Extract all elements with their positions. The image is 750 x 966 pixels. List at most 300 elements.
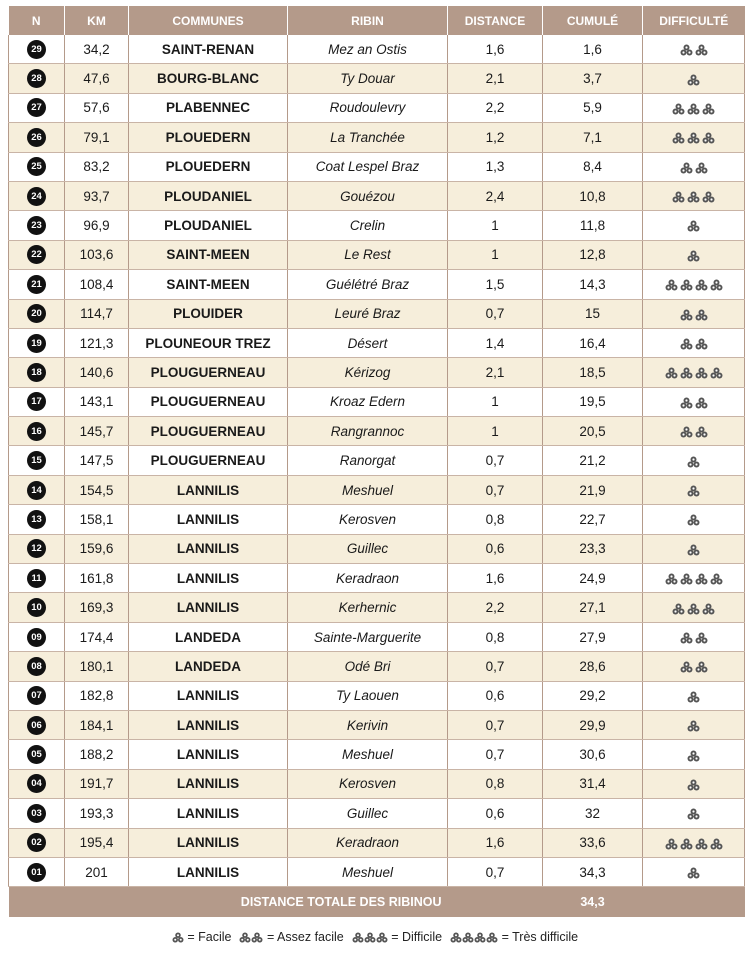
cumule-cell: 16,4 bbox=[543, 328, 643, 357]
triskell-icon bbox=[710, 838, 723, 850]
distance-cell: 1 bbox=[448, 211, 543, 240]
commune-cell: LANNILIS bbox=[129, 769, 288, 798]
cumule-cell: 21,9 bbox=[543, 475, 643, 504]
legend-label: = Assez facile bbox=[266, 930, 344, 944]
row-number-cell bbox=[9, 505, 65, 534]
table-row bbox=[9, 799, 745, 828]
cumule-cell: 32 bbox=[543, 799, 643, 828]
commune-cell: PLOUGUERNEAU bbox=[129, 387, 288, 416]
triskell-icon bbox=[239, 932, 251, 943]
row-number-cell bbox=[9, 652, 65, 681]
table-header-row bbox=[9, 6, 745, 35]
row-number-badge: 05 bbox=[27, 745, 46, 764]
difficulty-cell bbox=[643, 799, 745, 828]
cumule-cell: 14,3 bbox=[543, 270, 643, 299]
commune-cell: LANNILIS bbox=[129, 534, 288, 563]
total-spacer-2 bbox=[643, 887, 745, 918]
row-number-cell bbox=[9, 857, 65, 886]
legend-item bbox=[352, 930, 442, 944]
difficulty-cell bbox=[643, 358, 745, 387]
ribin-cell: Ty Laouen bbox=[288, 681, 448, 710]
row-number-cell bbox=[9, 123, 65, 152]
distance-cell: 0,7 bbox=[448, 857, 543, 886]
row-number-cell bbox=[9, 446, 65, 475]
distance-cell: 2,2 bbox=[448, 593, 543, 622]
difficulty-cell bbox=[643, 35, 745, 64]
difficulty-cell bbox=[643, 769, 745, 798]
triskell-icon bbox=[680, 44, 693, 56]
row-number-badge: 20 bbox=[27, 304, 46, 323]
row-number-cell bbox=[9, 564, 65, 593]
row-number-badge: 10 bbox=[27, 598, 46, 617]
km-cell: 108,4 bbox=[65, 270, 129, 299]
cumule-cell: 27,9 bbox=[543, 622, 643, 651]
difficulty-cell bbox=[643, 417, 745, 446]
row-number-cell bbox=[9, 799, 65, 828]
triskell-icon bbox=[680, 426, 693, 438]
table-row bbox=[9, 270, 745, 299]
commune-cell: PLOUIDER bbox=[129, 299, 288, 328]
ribin-cell: Meshuel bbox=[288, 740, 448, 769]
table-row bbox=[9, 211, 745, 240]
km-cell: 121,3 bbox=[65, 328, 129, 357]
difficulty-cell bbox=[643, 328, 745, 357]
km-cell: 57,6 bbox=[65, 93, 129, 122]
commune-cell: SAINT-RENAN bbox=[129, 35, 288, 64]
distance-cell: 0,8 bbox=[448, 622, 543, 651]
triskell-icon bbox=[695, 397, 708, 409]
row-number-badge: 09 bbox=[27, 628, 46, 647]
distance-cell: 1,5 bbox=[448, 270, 543, 299]
triskell-icon bbox=[680, 309, 693, 321]
distance-cell: 1 bbox=[448, 240, 543, 269]
commune-cell: LANNILIS bbox=[129, 799, 288, 828]
commune-cell: PLOUDANIEL bbox=[129, 211, 288, 240]
cumule-cell: 11,8 bbox=[543, 211, 643, 240]
difficulty-cell bbox=[643, 857, 745, 886]
km-cell: 143,1 bbox=[65, 387, 129, 416]
cumule-cell: 29,2 bbox=[543, 681, 643, 710]
row-number-cell bbox=[9, 270, 65, 299]
row-number-badge: 02 bbox=[27, 833, 46, 852]
header-communes: COMMUNES bbox=[129, 6, 288, 35]
table-row bbox=[9, 299, 745, 328]
triskell-icon bbox=[672, 103, 685, 115]
difficulty-cell bbox=[643, 475, 745, 504]
header-difficulte: DIFFICULTÉ bbox=[643, 6, 745, 35]
ribin-cell: Keradraon bbox=[288, 828, 448, 857]
km-cell: 83,2 bbox=[65, 152, 129, 181]
commune-cell: PLOUDANIEL bbox=[129, 181, 288, 210]
difficulty-cell bbox=[643, 652, 745, 681]
header-km: KM bbox=[65, 6, 129, 35]
distance-cell: 1,4 bbox=[448, 328, 543, 357]
legend-item bbox=[172, 930, 232, 944]
cumule-cell: 18,5 bbox=[543, 358, 643, 387]
row-number-cell bbox=[9, 769, 65, 798]
triskell-icon bbox=[665, 838, 678, 850]
triskell-icon bbox=[687, 132, 700, 144]
km-cell: 184,1 bbox=[65, 710, 129, 739]
km-cell: 201 bbox=[65, 857, 129, 886]
row-number-badge: 21 bbox=[27, 275, 46, 294]
triskell-icon bbox=[680, 397, 693, 409]
table-row bbox=[9, 534, 745, 563]
ribin-cell: Coat Lespel Braz bbox=[288, 152, 448, 181]
triskell-icon bbox=[687, 191, 700, 203]
triskell-icon bbox=[680, 162, 693, 174]
table-body bbox=[9, 35, 745, 887]
km-cell: 96,9 bbox=[65, 211, 129, 240]
row-number-badge: 03 bbox=[27, 804, 46, 823]
km-cell: 140,6 bbox=[65, 358, 129, 387]
triskell-icon bbox=[251, 932, 263, 943]
table-row bbox=[9, 387, 745, 416]
ribin-cell: Ty Douar bbox=[288, 64, 448, 93]
triskell-icon bbox=[680, 838, 693, 850]
ribin-cell: Kerivin bbox=[288, 710, 448, 739]
cumule-cell: 34,3 bbox=[543, 857, 643, 886]
table-row bbox=[9, 93, 745, 122]
triskell-icon bbox=[702, 191, 715, 203]
row-number-cell bbox=[9, 534, 65, 563]
commune-cell: SAINT-MEEN bbox=[129, 270, 288, 299]
ribinou-table-container bbox=[8, 6, 744, 917]
row-number-cell bbox=[9, 475, 65, 504]
row-number-badge: 28 bbox=[27, 69, 46, 88]
ribin-cell: Kerhernic bbox=[288, 593, 448, 622]
distance-cell: 1 bbox=[448, 387, 543, 416]
table-row bbox=[9, 417, 745, 446]
triskell-icon bbox=[695, 367, 708, 379]
row-number-cell bbox=[9, 593, 65, 622]
cumule-cell: 29,9 bbox=[543, 710, 643, 739]
distance-cell: 0,6 bbox=[448, 799, 543, 828]
cumule-cell: 10,8 bbox=[543, 181, 643, 210]
row-number-cell bbox=[9, 211, 65, 240]
table-row bbox=[9, 35, 745, 64]
triskell-icon bbox=[672, 191, 685, 203]
distance-cell: 0,7 bbox=[448, 740, 543, 769]
cumule-cell: 30,6 bbox=[543, 740, 643, 769]
triskell-icon bbox=[695, 632, 708, 644]
km-cell: 158,1 bbox=[65, 505, 129, 534]
commune-cell: LANNILIS bbox=[129, 710, 288, 739]
ribin-cell: Meshuel bbox=[288, 475, 448, 504]
triskell-icon bbox=[687, 808, 700, 820]
row-number-badge: 12 bbox=[27, 539, 46, 558]
triskell-icon bbox=[695, 162, 708, 174]
km-cell: 147,5 bbox=[65, 446, 129, 475]
total-value: 34,3 bbox=[543, 887, 643, 918]
total-label: DISTANCE TOTALE DES RIBINOU bbox=[9, 887, 448, 918]
distance-cell: 0,7 bbox=[448, 475, 543, 504]
ribin-cell: Leuré Braz bbox=[288, 299, 448, 328]
triskell-icon bbox=[695, 44, 708, 56]
row-number-badge: 04 bbox=[27, 774, 46, 793]
difficulty-cell bbox=[643, 93, 745, 122]
row-number-badge: 06 bbox=[27, 716, 46, 735]
difficulty-cell bbox=[643, 299, 745, 328]
row-number-cell bbox=[9, 93, 65, 122]
triskell-icon bbox=[680, 661, 693, 673]
difficulty-cell bbox=[643, 270, 745, 299]
row-number-badge: 01 bbox=[27, 863, 46, 882]
ribin-cell: Guélétré Braz bbox=[288, 270, 448, 299]
commune-cell: LANNILIS bbox=[129, 740, 288, 769]
km-cell: 79,1 bbox=[65, 123, 129, 152]
table-row bbox=[9, 652, 745, 681]
header-distance: DISTANCE bbox=[448, 6, 543, 35]
row-number-cell bbox=[9, 64, 65, 93]
row-number-badge: 23 bbox=[27, 216, 46, 235]
ribin-cell: Gouézou bbox=[288, 181, 448, 210]
cumule-cell: 8,4 bbox=[543, 152, 643, 181]
commune-cell: PLABENNEC bbox=[129, 93, 288, 122]
difficulty-legend bbox=[0, 930, 750, 944]
ribin-cell: Roudoulevry bbox=[288, 93, 448, 122]
header-ribin: RIBIN bbox=[288, 6, 448, 35]
triskell-icon bbox=[702, 132, 715, 144]
triskell-icon bbox=[687, 514, 700, 526]
triskell-icon bbox=[672, 132, 685, 144]
difficulty-cell bbox=[643, 211, 745, 240]
cumule-cell: 24,9 bbox=[543, 564, 643, 593]
triskell-icon bbox=[680, 338, 693, 350]
triskell-icon bbox=[687, 867, 700, 879]
commune-cell: PLOUGUERNEAU bbox=[129, 358, 288, 387]
ribin-cell: Ranorgat bbox=[288, 446, 448, 475]
difficulty-cell bbox=[643, 828, 745, 857]
triskell-icon bbox=[687, 720, 700, 732]
difficulty-cell bbox=[643, 564, 745, 593]
table-row bbox=[9, 622, 745, 651]
cumule-cell: 19,5 bbox=[543, 387, 643, 416]
row-number-badge: 26 bbox=[27, 128, 46, 147]
table-row bbox=[9, 358, 745, 387]
km-cell: 34,2 bbox=[65, 35, 129, 64]
table-row bbox=[9, 446, 745, 475]
ribin-cell: Sainte-Marguerite bbox=[288, 622, 448, 651]
row-number-cell bbox=[9, 740, 65, 769]
difficulty-cell bbox=[643, 505, 745, 534]
ribin-cell: Désert bbox=[288, 328, 448, 357]
commune-cell: BOURG-BLANC bbox=[129, 64, 288, 93]
km-cell: 161,8 bbox=[65, 564, 129, 593]
table-row bbox=[9, 710, 745, 739]
triskell-icon bbox=[695, 279, 708, 291]
row-number-cell bbox=[9, 387, 65, 416]
row-number-cell bbox=[9, 35, 65, 64]
difficulty-cell bbox=[643, 740, 745, 769]
row-number-badge: 13 bbox=[27, 510, 46, 529]
row-number-cell bbox=[9, 358, 65, 387]
commune-cell: LANNILIS bbox=[129, 564, 288, 593]
triskell-icon bbox=[695, 426, 708, 438]
row-number-badge: 29 bbox=[27, 40, 46, 59]
km-cell: 154,5 bbox=[65, 475, 129, 504]
header-n: N bbox=[9, 6, 65, 35]
total-row bbox=[9, 887, 745, 918]
legend-label: = Facile bbox=[187, 930, 232, 944]
difficulty-cell bbox=[643, 710, 745, 739]
commune-cell: PLOUEDERN bbox=[129, 123, 288, 152]
cumule-cell: 22,7 bbox=[543, 505, 643, 534]
legend-item bbox=[239, 930, 343, 944]
cumule-cell: 27,1 bbox=[543, 593, 643, 622]
ribin-cell: La Tranchée bbox=[288, 123, 448, 152]
distance-cell: 0,6 bbox=[448, 681, 543, 710]
commune-cell: LANNILIS bbox=[129, 593, 288, 622]
distance-cell: 1,2 bbox=[448, 123, 543, 152]
row-number-badge: 08 bbox=[27, 657, 46, 676]
triskell-icon bbox=[687, 74, 700, 86]
table-row bbox=[9, 64, 745, 93]
triskell-icon bbox=[702, 103, 715, 115]
triskell-icon bbox=[364, 932, 376, 943]
header-cumule: CUMULÉ bbox=[543, 6, 643, 35]
triskell-icon bbox=[680, 632, 693, 644]
row-number-badge: 19 bbox=[27, 334, 46, 353]
km-cell: 93,7 bbox=[65, 181, 129, 210]
cumule-cell: 28,6 bbox=[543, 652, 643, 681]
commune-cell: PLOUGUERNEAU bbox=[129, 417, 288, 446]
commune-cell: SAINT-MEEN bbox=[129, 240, 288, 269]
triskell-icon bbox=[702, 603, 715, 615]
km-cell: 169,3 bbox=[65, 593, 129, 622]
triskell-icon bbox=[687, 544, 700, 556]
table-row bbox=[9, 475, 745, 504]
distance-cell: 0,7 bbox=[448, 299, 543, 328]
ribin-cell: Guillec bbox=[288, 799, 448, 828]
row-number-badge: 22 bbox=[27, 245, 46, 264]
km-cell: 191,7 bbox=[65, 769, 129, 798]
row-number-badge: 27 bbox=[27, 98, 46, 117]
triskell-icon bbox=[680, 367, 693, 379]
triskell-icon bbox=[376, 932, 388, 943]
cumule-cell: 23,3 bbox=[543, 534, 643, 563]
difficulty-cell bbox=[643, 446, 745, 475]
difficulty-cell bbox=[643, 123, 745, 152]
commune-cell: LANNILIS bbox=[129, 857, 288, 886]
triskell-icon bbox=[695, 661, 708, 673]
cumule-cell: 15 bbox=[543, 299, 643, 328]
row-number-cell bbox=[9, 710, 65, 739]
triskell-icon bbox=[687, 603, 700, 615]
difficulty-cell bbox=[643, 622, 745, 651]
difficulty-cell bbox=[643, 387, 745, 416]
triskell-icon bbox=[710, 573, 723, 585]
distance-cell: 0,6 bbox=[448, 534, 543, 563]
table-row bbox=[9, 152, 745, 181]
ribin-cell: Rangrannoc bbox=[288, 417, 448, 446]
row-number-badge: 24 bbox=[27, 187, 46, 206]
ribin-cell: Kroaz Edern bbox=[288, 387, 448, 416]
km-cell: 145,7 bbox=[65, 417, 129, 446]
table-row bbox=[9, 857, 745, 886]
legend-item bbox=[450, 930, 578, 944]
distance-cell: 0,8 bbox=[448, 505, 543, 534]
distance-cell: 2,1 bbox=[448, 64, 543, 93]
km-cell: 182,8 bbox=[65, 681, 129, 710]
table-row bbox=[9, 505, 745, 534]
table-row bbox=[9, 593, 745, 622]
legend-label: = Très difficile bbox=[501, 930, 579, 944]
ribin-cell: Le Rest bbox=[288, 240, 448, 269]
difficulty-cell bbox=[643, 534, 745, 563]
difficulty-cell bbox=[643, 240, 745, 269]
ribinou-table bbox=[8, 6, 745, 917]
commune-cell: LANDEDA bbox=[129, 652, 288, 681]
triskell-icon bbox=[710, 367, 723, 379]
triskell-icon bbox=[687, 691, 700, 703]
triskell-icon bbox=[687, 456, 700, 468]
table-row bbox=[9, 828, 745, 857]
distance-cell: 2,4 bbox=[448, 181, 543, 210]
ribin-cell: Guillec bbox=[288, 534, 448, 563]
cumule-cell: 7,1 bbox=[543, 123, 643, 152]
row-number-cell bbox=[9, 152, 65, 181]
distance-cell: 1,6 bbox=[448, 35, 543, 64]
table-row bbox=[9, 681, 745, 710]
row-number-cell bbox=[9, 181, 65, 210]
km-cell: 47,6 bbox=[65, 64, 129, 93]
row-number-badge: 07 bbox=[27, 686, 46, 705]
cumule-cell: 3,7 bbox=[543, 64, 643, 93]
difficulty-cell bbox=[643, 152, 745, 181]
table-row bbox=[9, 123, 745, 152]
cumule-cell: 33,6 bbox=[543, 828, 643, 857]
triskell-icon bbox=[695, 573, 708, 585]
km-cell: 180,1 bbox=[65, 652, 129, 681]
cumule-cell: 5,9 bbox=[543, 93, 643, 122]
km-cell: 193,3 bbox=[65, 799, 129, 828]
triskell-icon bbox=[352, 932, 364, 943]
row-number-badge: 14 bbox=[27, 481, 46, 500]
total-spacer bbox=[448, 887, 543, 918]
commune-cell: PLOUGUERNEAU bbox=[129, 446, 288, 475]
row-number-cell bbox=[9, 299, 65, 328]
triskell-icon bbox=[710, 279, 723, 291]
triskell-icon bbox=[680, 279, 693, 291]
row-number-cell bbox=[9, 417, 65, 446]
commune-cell: PLOUEDERN bbox=[129, 152, 288, 181]
distance-cell: 0,7 bbox=[448, 710, 543, 739]
km-cell: 174,4 bbox=[65, 622, 129, 651]
commune-cell: LANDEDA bbox=[129, 622, 288, 651]
cumule-cell: 1,6 bbox=[543, 35, 643, 64]
difficulty-cell bbox=[643, 181, 745, 210]
distance-cell: 0,8 bbox=[448, 769, 543, 798]
ribin-cell: Keradraon bbox=[288, 564, 448, 593]
triskell-icon bbox=[695, 838, 708, 850]
triskell-icon bbox=[695, 309, 708, 321]
triskell-icon bbox=[672, 603, 685, 615]
distance-cell: 1,3 bbox=[448, 152, 543, 181]
triskell-icon bbox=[486, 932, 498, 943]
triskell-icon bbox=[665, 573, 678, 585]
distance-cell: 0,7 bbox=[448, 652, 543, 681]
ribin-cell: Kerosven bbox=[288, 769, 448, 798]
triskell-icon bbox=[680, 573, 693, 585]
ribin-cell: Kérizog bbox=[288, 358, 448, 387]
triskell-icon bbox=[474, 932, 486, 943]
distance-cell: 1,6 bbox=[448, 828, 543, 857]
ribin-cell: Kerosven bbox=[288, 505, 448, 534]
distance-cell: 2,2 bbox=[448, 93, 543, 122]
table-row bbox=[9, 328, 745, 357]
cumule-cell: 20,5 bbox=[543, 417, 643, 446]
